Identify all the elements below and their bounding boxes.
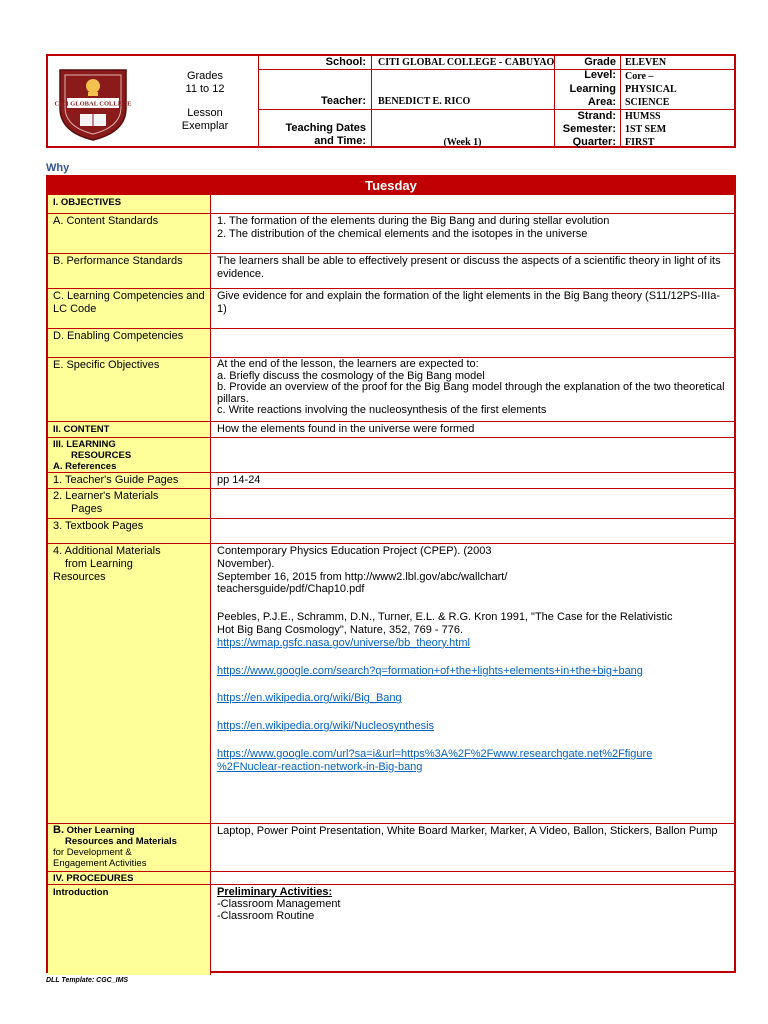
table-row — [48, 488, 734, 518]
teachers-guide-label: 1. Teacher's Guide Pages — [48, 473, 211, 488]
school-value: CITI GLOBAL COLLEGE - CABUYAO — [378, 57, 555, 68]
enabling-competencies-label: D. Enabling Competencies — [48, 329, 211, 357]
table-row — [48, 213, 734, 253]
table-row — [48, 518, 734, 543]
strand-label: Strand: — [577, 110, 616, 122]
table-row — [48, 288, 734, 328]
grades-lesson-label: Grades 11 to 12 Lesson Exemplar — [181, 70, 229, 132]
strand-value: HUMSS — [625, 111, 661, 122]
table-row — [48, 421, 734, 437]
divider — [258, 109, 734, 110]
learning-area-value: Core – PHYSICAL SCIENCE — [625, 71, 677, 108]
additional-materials-label: 4. Additional Materials from Learning Resources — [48, 544, 211, 823]
other-resources-text: Laptop, Power Point Presentation, White Board Marker, Marker, A Video, Ballon, Stickers, Ballon Pump — [217, 825, 718, 837]
reference-link[interactable]: https://www.google.com/url?sa=i&url=https%3A%2F%2Fwww.researchgate.net%2Ffigure — [217, 747, 653, 760]
content-text: How the elements found in the universe were formed — [217, 423, 475, 435]
quarter-value: FIRST — [625, 137, 655, 148]
textbook-pages-label: 3. Textbook Pages — [48, 519, 211, 543]
teacher-label: Teacher: — [320, 95, 366, 107]
semester-label: Semester: — [562, 123, 616, 135]
specific-objectives-text: At the end of the lesson, the learners are expected to: a. Briefly discuss the cosmology of the Big Bang model b. Provide an overview of the proof for the Big Bang model through the explanation of the two theoretical pillars. c. Write reactions involving the nucleosynthesis of the first elements — [217, 358, 725, 417]
performance-standards-text: The learners shall be able to effectively present or discuss the aspects of a scientific theory in light of its evidence. — [217, 255, 721, 280]
performance-standards-label: B. Performance Standards — [48, 254, 211, 288]
reference-link[interactable]: https://wmap.gsfc.nasa.gov/universe/bb_theory.html — [217, 636, 470, 649]
grade-level-label: Grade Level: — [584, 56, 616, 81]
quarter-label: Quarter: — [572, 136, 616, 148]
content-standards-label: A. Content Standards — [48, 214, 211, 253]
footer-note: DLL Template: CGC_IMS — [46, 977, 129, 984]
semester-value: 1ST SEM — [625, 124, 667, 135]
learning-competencies-text: Give evidence for and explain the formation of the light elements in the Big Bang theory (S11/12PS-IIIa-1) — [217, 290, 721, 315]
table-row — [48, 884, 734, 975]
learning-competencies-label: C. Learning Competencies and LC Code — [48, 289, 211, 328]
reference-link[interactable]: https://www.google.com/search?q=formation+of+the+lights+elements+in+the+big+bang — [217, 664, 643, 677]
school-logo — [54, 62, 132, 142]
grade-level-value: ELEVEN — [625, 57, 667, 68]
reference-link[interactable]: %2FNuclear-reaction-network-in-Big-bang — [217, 760, 423, 773]
why-label: Why — [46, 162, 70, 174]
header-table — [46, 54, 736, 148]
procedures-label: IV. PROCEDURES — [48, 872, 211, 884]
teachers-guide-value: pp 14-24 — [217, 474, 261, 486]
table-row — [48, 823, 734, 871]
lesson-table — [46, 175, 736, 973]
content-standards-text: 1. The formation of the elements during the Big Bang and during stellar evolution 2. The distribution of the chemical elements and the isotopes in the universe — [217, 215, 610, 240]
teacher-value: BENEDICT E. RICO — [378, 96, 471, 107]
introduction-text: Preliminary Activities: -Classroom Management -Classroom Routine — [217, 886, 341, 922]
additional-materials-list: Contemporary Physics Education Project (CPEP). (2003 November). September 16, 2015 from http://www2.lbl.gov/abc/wallchart/ teachersguide/pdf/Chap10.pdf Peebles, P.J.E., Schramm, D.N., Turner, E.L. & R.G. Kron 1991, "The Case for the Relativistic Hot Big Bang Cosmology", Nature, 352, 769 - 776. https://wmap.gsfc.nasa.gov/universe/bb_theory.html https://www.google.com/search?q=formation+of+the+lights+elements+in+the+big+bang https://en.wikipedia.org/wiki/Big_Bang https://en.wikipedia.org/wiki/Nucleosynthesis https://www.google.com/url?sa=i&url=https%3A%2F%2Fwww.researchgate.net%2Ffigure %2FNuclear-reaction-network-in-Big-bang — [217, 545, 673, 773]
logo-text: CITI GLOBAL COLLEGE — [54, 100, 132, 108]
teaching-dates-label: Teaching Dates and Time: — [285, 122, 366, 147]
table-row — [48, 194, 734, 213]
table-row — [48, 328, 734, 357]
reference-link[interactable]: https://en.wikipedia.org/wiki/Big_Bang — [217, 692, 402, 705]
content-label: II. CONTENT — [48, 422, 211, 437]
objectives-heading: I. OBJECTIVES — [48, 195, 211, 213]
introduction-label: Introduction — [48, 885, 211, 975]
specific-objectives-label: E. Specific Objectives — [48, 358, 211, 421]
table-row — [48, 871, 734, 884]
other-resources-label: B. Other Learning Resources and Materials for Development & Engagement Activities — [48, 824, 211, 871]
learners-materials-label: 2. Learner's Materials Pages — [48, 489, 211, 518]
table-row — [48, 253, 734, 288]
table-row — [48, 357, 734, 421]
table-row — [48, 472, 734, 488]
day-header: Tuesday — [48, 177, 734, 194]
school-label: School: — [325, 56, 366, 68]
learning-area-label: Learning Area: — [569, 83, 616, 108]
table-row — [48, 437, 734, 472]
learning-resources-label: III. LEARNING RESOURCES A. References — [48, 438, 211, 472]
teaching-dates-value: (Week 1) — [443, 137, 482, 148]
reference-link[interactable]: https://en.wikipedia.org/wiki/Nucleosynthesis — [217, 720, 435, 733]
table-row — [48, 543, 734, 823]
